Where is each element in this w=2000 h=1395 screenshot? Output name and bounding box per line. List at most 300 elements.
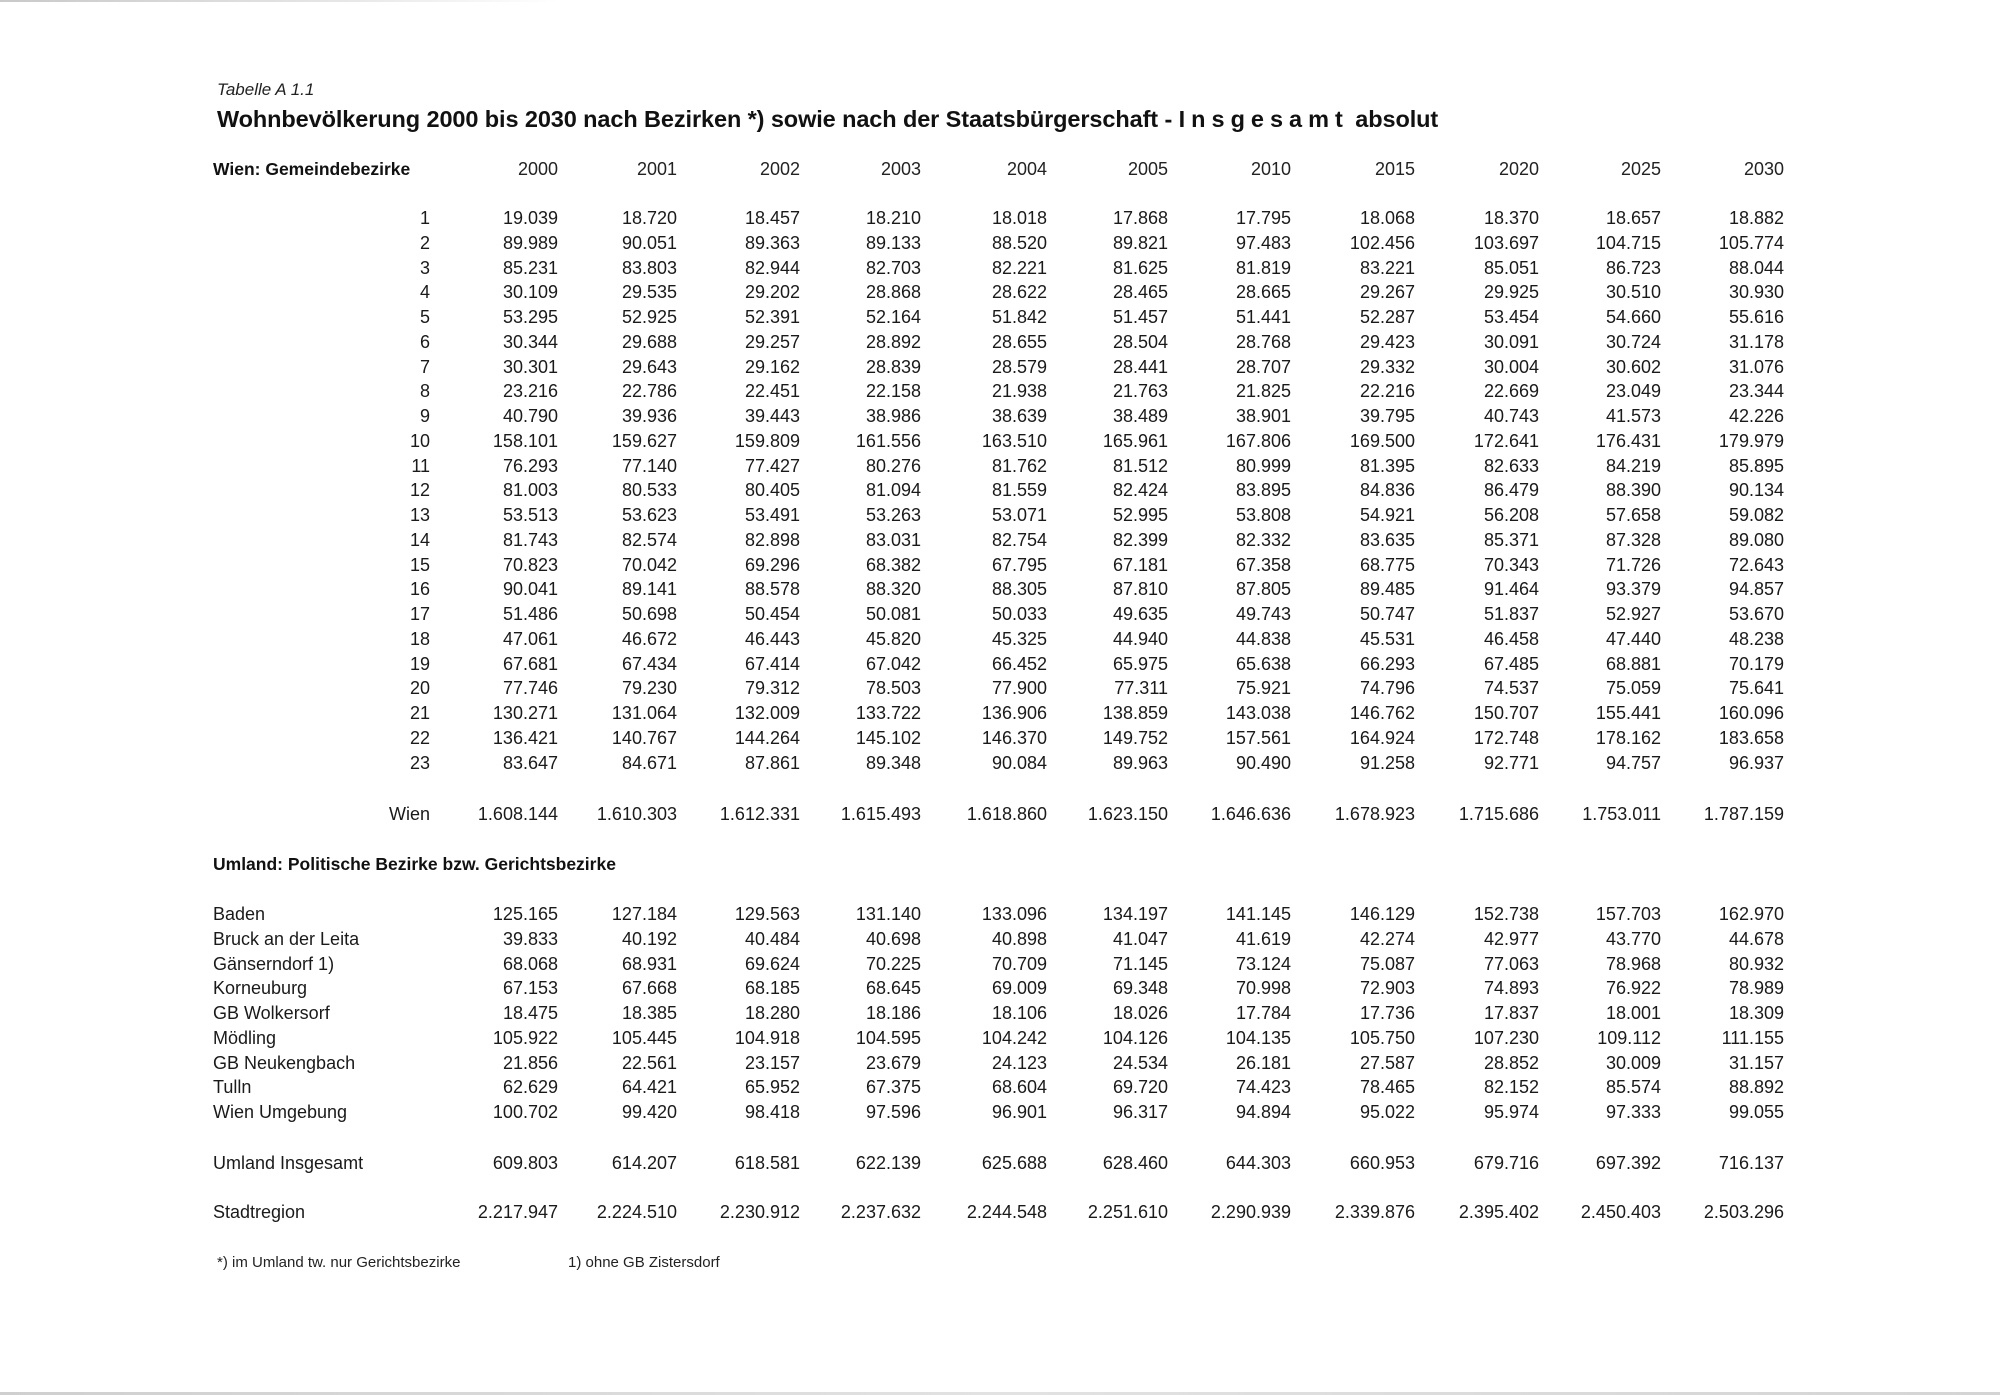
table-cell: 90.134 [1728, 480, 1784, 500]
table-cell: 2.503.296 [1703, 1202, 1784, 1222]
table-cell: 53.263 [865, 505, 921, 525]
table-cell: 83.895 [1235, 480, 1291, 500]
table-cell: 18.280 [744, 1003, 800, 1023]
table-cell: 89.363 [744, 233, 800, 253]
table-cell: 146.762 [1349, 703, 1415, 723]
table-cell: 69.624 [744, 954, 800, 974]
table-cell: 165.961 [1102, 431, 1168, 451]
table-cell: 77.140 [621, 456, 677, 476]
table-cell: 622.139 [855, 1153, 921, 1173]
table-cell: 50.454 [744, 604, 800, 624]
year-header: 2003 [880, 159, 921, 179]
table-cell: 75.641 [1728, 678, 1784, 698]
table-cell: 96.317 [1112, 1102, 1168, 1122]
table-cell: 67.485 [1483, 654, 1539, 674]
year-header: 2001 [636, 159, 677, 179]
table-cell: 31.178 [1728, 332, 1784, 352]
row-label: 10 [409, 431, 430, 451]
row-label: 11 [411, 456, 430, 476]
table-cell: 22.561 [621, 1053, 677, 1073]
table-cell: 28.655 [991, 332, 1047, 352]
table-cell: 18.882 [1728, 208, 1784, 228]
stadtregion-row [0, 1202, 2000, 1226]
table-cell: 30.009 [1605, 1053, 1661, 1073]
district-row [0, 282, 2000, 306]
table-cell: 70.042 [621, 555, 677, 575]
row-label: Wien Umgebung [213, 1102, 348, 1122]
row-label: Gänserndorf 1) [213, 954, 335, 974]
table-cell: 18.068 [1359, 208, 1415, 228]
table-cell: 29.202 [744, 282, 800, 302]
table-cell: 88.320 [865, 579, 921, 599]
table-cell: 104.126 [1102, 1028, 1168, 1048]
table-cell: 107.230 [1473, 1028, 1539, 1048]
table-cell: 50.081 [865, 604, 921, 624]
table-cell: 52.927 [1605, 604, 1661, 624]
umland-row [0, 978, 2000, 1002]
row-label: 3 [419, 258, 430, 278]
table-cell: 1.615.493 [840, 804, 921, 824]
table-cell: 86.479 [1483, 480, 1539, 500]
district-row [0, 703, 2000, 727]
table-cell: 17.736 [1359, 1003, 1415, 1023]
table-cell: 82.703 [865, 258, 921, 278]
table-cell: 21.938 [991, 381, 1047, 401]
table-cell: 30.930 [1728, 282, 1784, 302]
table-cell: 29.688 [621, 332, 677, 352]
table-cell: 67.181 [1112, 555, 1168, 575]
table-cell: 51.486 [502, 604, 558, 624]
table-cell: 53.513 [502, 505, 558, 525]
table-cell: 52.995 [1112, 505, 1168, 525]
table-cell: 28.768 [1235, 332, 1291, 352]
table-cell: 1.715.686 [1458, 804, 1539, 824]
table-cell: 53.454 [1483, 307, 1539, 327]
table-cell: 50.698 [621, 604, 677, 624]
row-label: 18 [409, 629, 430, 649]
district-row [0, 480, 2000, 504]
district-row [0, 678, 2000, 702]
table-cell: 77.063 [1483, 954, 1539, 974]
table-cell: 18.210 [865, 208, 921, 228]
table-cell: 76.922 [1605, 978, 1661, 998]
table-cell: 29.535 [621, 282, 677, 302]
umland-row [0, 904, 2000, 928]
table-cell: 87.328 [1605, 530, 1661, 550]
table-cell: 57.658 [1605, 505, 1661, 525]
table-cell: 88.520 [991, 233, 1047, 253]
table-cell: 18.018 [991, 208, 1047, 228]
table-cell: 104.242 [981, 1028, 1047, 1048]
table-cell: 67.668 [621, 978, 677, 998]
year-header: 2010 [1250, 159, 1291, 179]
table-cell: 78.989 [1728, 978, 1784, 998]
year-header: 2015 [1374, 159, 1415, 179]
table-cell: 89.963 [1112, 753, 1168, 773]
title-main: Wohnbevölkerung 2000 bis 2030 nach Bezirken *) sowie nach der Staatsbürgerschaft - [217, 106, 1179, 132]
table-cell: 39.795 [1359, 406, 1415, 426]
table-cell: 41.573 [1605, 406, 1661, 426]
table-cell: 53.295 [502, 307, 558, 327]
row-label: GB Wolkersorf [213, 1003, 330, 1023]
row-label: 2 [419, 233, 430, 253]
table-cell: 46.458 [1483, 629, 1539, 649]
table-cell: 42.274 [1359, 929, 1415, 949]
table-cell: 149.752 [1102, 728, 1168, 748]
table-cell: 65.975 [1112, 654, 1168, 674]
table-cell: 614.207 [611, 1153, 677, 1173]
table-cell: 105.445 [611, 1028, 677, 1048]
table-cell: 68.931 [621, 954, 677, 974]
table-cell: 99.055 [1728, 1102, 1784, 1122]
row-label: Baden [213, 904, 266, 924]
table-cell: 28.839 [865, 357, 921, 377]
umland-row [0, 1077, 2000, 1101]
table-cell: 105.922 [492, 1028, 558, 1048]
table-cell: 18.309 [1728, 1003, 1784, 1023]
table-title [217, 106, 1438, 133]
district-row [0, 555, 2000, 579]
table-cell: 83.031 [865, 530, 921, 550]
table-cell: 161.556 [855, 431, 921, 451]
table-cell: 39.936 [621, 406, 677, 426]
table-cell: 81.094 [865, 480, 921, 500]
scan-edge-top [0, 0, 560, 2]
table-cell: 102.456 [1349, 233, 1415, 253]
table-cell: 82.152 [1483, 1077, 1539, 1097]
table-cell: 179.979 [1718, 431, 1784, 451]
table-cell: 157.561 [1225, 728, 1291, 748]
table-cell: 136.421 [492, 728, 558, 748]
table-cell: 40.898 [991, 929, 1047, 949]
table-cell: 18.370 [1483, 208, 1539, 228]
table-cell: 29.925 [1483, 282, 1539, 302]
table-cell: 77.746 [502, 678, 558, 698]
district-row [0, 728, 2000, 752]
table-cell: 158.101 [492, 431, 558, 451]
table-cell: 18.657 [1605, 208, 1661, 228]
table-cell: 95.022 [1359, 1102, 1415, 1122]
table-cell: 30.344 [502, 332, 558, 352]
table-cell: 85.895 [1728, 456, 1784, 476]
row-label: Stadtregion [213, 1202, 306, 1222]
table-cell: 29.423 [1359, 332, 1415, 352]
table-cell: 30.724 [1605, 332, 1661, 352]
table-cell: 72.643 [1728, 555, 1784, 575]
table-cell: 104.595 [855, 1028, 921, 1048]
table-cell: 28.892 [865, 332, 921, 352]
table-cell: 81.762 [991, 456, 1047, 476]
title-end: absolut [1348, 106, 1439, 132]
table-cell: 172.748 [1473, 728, 1539, 748]
district-row [0, 332, 2000, 356]
table-cell: 18.001 [1605, 1003, 1661, 1023]
table-cell: 30.510 [1605, 282, 1661, 302]
table-cell: 89.989 [502, 233, 558, 253]
year-header: 2025 [1620, 159, 1661, 179]
table-cell: 133.722 [855, 703, 921, 723]
table-cell: 145.102 [855, 728, 921, 748]
table-cell: 40.192 [621, 929, 677, 949]
table-cell: 31.076 [1728, 357, 1784, 377]
table-cell: 45.325 [991, 629, 1047, 649]
table-cell: 67.153 [502, 978, 558, 998]
table-cell: 47.440 [1605, 629, 1661, 649]
district-row [0, 604, 2000, 628]
table-cell: 2.450.403 [1580, 1202, 1661, 1222]
table-cell: 28.579 [991, 357, 1047, 377]
table-cell: 89.821 [1112, 233, 1168, 253]
footnote-one: 1) ohne GB Zistersdorf [568, 1254, 720, 1271]
table-cell: 97.596 [865, 1102, 921, 1122]
table-cell: 27.587 [1359, 1053, 1415, 1073]
row-label: Mödling [213, 1028, 277, 1048]
table-cell: 41.047 [1112, 929, 1168, 949]
table-cell: 69.720 [1112, 1077, 1168, 1097]
table-cell: 65.952 [744, 1077, 800, 1097]
table-cell: 69.296 [744, 555, 800, 575]
table-cell: 1.623.150 [1087, 804, 1168, 824]
table-cell: 70.998 [1235, 978, 1291, 998]
table-cell: 53.071 [991, 505, 1047, 525]
table-cell: 81.625 [1112, 258, 1168, 278]
table-cell: 85.051 [1483, 258, 1539, 278]
table-cell: 625.688 [981, 1153, 1047, 1173]
table-cell: 44.678 [1728, 929, 1784, 949]
table-cell: 70.823 [502, 555, 558, 575]
row-label: Wien [388, 804, 430, 824]
table-cell: 77.427 [744, 456, 800, 476]
table-cell: 69.009 [991, 978, 1047, 998]
table-cell: 74.423 [1235, 1077, 1291, 1097]
table-cell: 68.881 [1605, 654, 1661, 674]
table-cell: 68.185 [744, 978, 800, 998]
table-cell: 42.977 [1483, 929, 1539, 949]
table-cell: 46.443 [744, 629, 800, 649]
table-cell: 76.293 [502, 456, 558, 476]
table-cell: 83.647 [502, 753, 558, 773]
table-cell: 28.852 [1483, 1053, 1539, 1073]
table-cell: 81.003 [502, 480, 558, 500]
table-cell: 176.431 [1595, 431, 1661, 451]
table-cell: 74.796 [1359, 678, 1415, 698]
row-label: 23 [409, 753, 430, 773]
table-cell: 73.124 [1235, 954, 1291, 974]
table-cell: 159.809 [734, 431, 800, 451]
table-cell: 17.868 [1112, 208, 1168, 228]
table-cell: 28.707 [1235, 357, 1291, 377]
row-label: 16 [409, 579, 430, 599]
table-cell: 82.574 [621, 530, 677, 550]
table-cell: 66.452 [991, 654, 1047, 674]
table-cell: 131.064 [611, 703, 677, 723]
table-cell: 74.893 [1483, 978, 1539, 998]
row-label: 9 [419, 406, 430, 426]
table-cell: 94.757 [1605, 753, 1661, 773]
table-cell: 40.790 [502, 406, 558, 426]
table-cell: 89.080 [1728, 530, 1784, 550]
table-cell: 18.457 [744, 208, 800, 228]
table-cell: 67.434 [621, 654, 677, 674]
table-cell: 140.767 [611, 728, 677, 748]
table-cell: 78.968 [1605, 954, 1661, 974]
row-label: 5 [419, 307, 430, 327]
table-cell: 129.563 [734, 904, 800, 924]
table-cell: 71.145 [1112, 954, 1168, 974]
table-cell: 133.096 [981, 904, 1047, 924]
table-cell: 82.332 [1235, 530, 1291, 550]
table-cell: 38.986 [865, 406, 921, 426]
table-cell: 89.141 [621, 579, 677, 599]
table-cell: 85.574 [1605, 1077, 1661, 1097]
table-cell: 98.418 [744, 1102, 800, 1122]
table-cell: 88.305 [991, 579, 1047, 599]
table-cell: 22.669 [1483, 381, 1539, 401]
table-cell: 30.301 [502, 357, 558, 377]
table-cell: 80.999 [1235, 456, 1291, 476]
table-cell: 138.859 [1102, 703, 1168, 723]
year-header: 2005 [1127, 159, 1168, 179]
table-cell: 79.230 [621, 678, 677, 698]
district-row [0, 381, 2000, 405]
table-cell: 88.578 [744, 579, 800, 599]
table-cell: 89.133 [865, 233, 921, 253]
table-cell: 40.698 [865, 929, 921, 949]
table-caption: Tabelle A 1.1 [217, 80, 315, 99]
table-cell: 23.344 [1728, 381, 1784, 401]
district-row [0, 629, 2000, 653]
table-cell: 29.267 [1359, 282, 1415, 302]
row-label: 7 [419, 357, 430, 377]
table-cell: 89.348 [865, 753, 921, 773]
table-cell: 65.638 [1235, 654, 1291, 674]
table-cell: 67.358 [1235, 555, 1291, 575]
table-cell: 38.489 [1112, 406, 1168, 426]
table-cell: 68.645 [865, 978, 921, 998]
umland-row [0, 1053, 2000, 1077]
table-cell: 53.491 [744, 505, 800, 525]
table-cell: 92.771 [1483, 753, 1539, 773]
table-cell: 146.129 [1349, 904, 1415, 924]
table-cell: 52.164 [865, 307, 921, 327]
table-cell: 105.774 [1718, 233, 1784, 253]
row-label: Korneuburg [213, 978, 308, 998]
district-row [0, 307, 2000, 331]
table-cell: 93.379 [1605, 579, 1661, 599]
table-cell: 53.670 [1728, 604, 1784, 624]
table-cell: 54.921 [1359, 505, 1415, 525]
district-row [0, 654, 2000, 678]
district-row [0, 579, 2000, 603]
row-label: 21 [409, 703, 430, 723]
table-cell: 91.464 [1483, 579, 1539, 599]
table-cell: 26.181 [1235, 1053, 1291, 1073]
year-header: 2000 [517, 159, 558, 179]
table-cell: 167.806 [1225, 431, 1291, 451]
table-cell: 42.226 [1728, 406, 1784, 426]
table-cell: 43.770 [1605, 929, 1661, 949]
district-row [0, 456, 2000, 480]
table-cell: 90.041 [502, 579, 558, 599]
table-cell: 22.786 [621, 381, 677, 401]
table-cell: 70.179 [1728, 654, 1784, 674]
table-cell: 2.237.632 [840, 1202, 921, 1222]
table-cell: 75.059 [1605, 678, 1661, 698]
table-cell: 30.109 [502, 282, 558, 302]
table-cell: 83.635 [1359, 530, 1415, 550]
table-cell: 17.795 [1235, 208, 1291, 228]
table-cell: 90.051 [621, 233, 677, 253]
table-cell: 103.697 [1473, 233, 1539, 253]
row-label: 8 [419, 381, 430, 401]
table-cell: 89.485 [1359, 579, 1415, 599]
table-cell: 68.068 [502, 954, 558, 974]
table-cell: 104.918 [734, 1028, 800, 1048]
table-cell: 609.803 [492, 1153, 558, 1173]
table-cell: 39.833 [502, 929, 558, 949]
table-cell: 59.082 [1728, 505, 1784, 525]
table-cell: 94.894 [1235, 1102, 1291, 1122]
table-cell: 143.038 [1225, 703, 1291, 723]
table-cell: 618.581 [734, 1153, 800, 1173]
table-cell: 29.162 [744, 357, 800, 377]
table-cell: 104.135 [1225, 1028, 1291, 1048]
row-label: 22 [409, 728, 430, 748]
table-cell: 69.348 [1112, 978, 1168, 998]
table-cell: 22.216 [1359, 381, 1415, 401]
table-cell: 2.224.510 [596, 1202, 677, 1222]
umland-row [0, 954, 2000, 978]
district-row [0, 530, 2000, 554]
table-cell: 23.157 [744, 1053, 800, 1073]
table-cell: 70.343 [1483, 555, 1539, 575]
table-cell: 81.743 [502, 530, 558, 550]
table-cell: 44.940 [1112, 629, 1168, 649]
table-cell: 2.230.912 [719, 1202, 800, 1222]
table-cell: 104.715 [1595, 233, 1661, 253]
table-cell: 53.808 [1235, 505, 1291, 525]
table-cell: 1.646.636 [1210, 804, 1291, 824]
table-cell: 163.510 [981, 431, 1047, 451]
table-cell: 39.443 [744, 406, 800, 426]
table-cell: 51.842 [991, 307, 1047, 327]
table-cell: 31.157 [1728, 1053, 1784, 1073]
row-label: 12 [409, 480, 430, 500]
year-header: 2002 [759, 159, 800, 179]
table-cell: 17.837 [1483, 1003, 1539, 1023]
table-cell: 75.921 [1235, 678, 1291, 698]
table-cell: 150.707 [1473, 703, 1539, 723]
table-cell: 18.186 [865, 1003, 921, 1023]
table-cell: 178.162 [1595, 728, 1661, 748]
title-spaced: Insgesamt [1178, 106, 1349, 132]
table-cell: 82.754 [991, 530, 1047, 550]
table-cell: 28.868 [865, 282, 921, 302]
table-cell: 81.512 [1112, 456, 1168, 476]
table-cell: 97.333 [1605, 1102, 1661, 1122]
footnote-asterisk: *) im Umland tw. nur Gerichtsbezirke [217, 1254, 461, 1271]
table-cell: 18.026 [1112, 1003, 1168, 1023]
table-cell: 49.743 [1235, 604, 1291, 624]
district-row [0, 258, 2000, 282]
table-cell: 96.937 [1728, 753, 1784, 773]
year-header-row [0, 159, 2000, 183]
table-cell: 169.500 [1349, 431, 1415, 451]
table-cell: 78.465 [1359, 1077, 1415, 1097]
table-cell: 132.009 [734, 703, 800, 723]
table-cell: 29.257 [744, 332, 800, 352]
table-cell: 24.534 [1112, 1053, 1168, 1073]
